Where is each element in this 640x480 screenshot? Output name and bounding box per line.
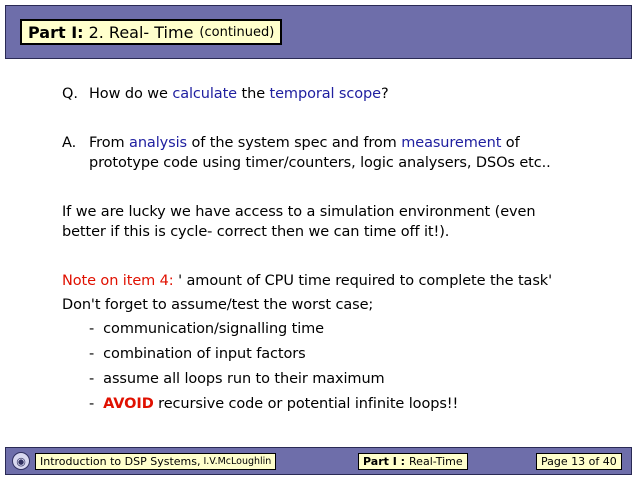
bullet-dash: -: [89, 321, 95, 337]
answer-marker: A.: [62, 135, 77, 151]
question-marker: Q.: [62, 86, 78, 102]
bullet-text: assume all loops run to their maximum: [103, 371, 385, 387]
a-text-2: of the system spec and from: [191, 135, 397, 151]
page-number: Page 13 of 40: [536, 453, 622, 470]
bullet-item: [89, 321, 324, 337]
answer-line-2: prototype code using timer/counters, logic analysers, DSOs etc..: [89, 155, 551, 171]
a-keyword-measurement: measurement: [401, 135, 502, 151]
title-subtitle: (continued): [199, 24, 275, 40]
note-line-2: Don't forget to assume/test the worst case;: [62, 297, 374, 313]
title-text: 2. Real- Time: [88, 22, 194, 42]
note-quote: ' amount of CPU time required to complete the task': [178, 273, 552, 289]
answer-line-1: [89, 135, 520, 151]
note-line-1: [62, 273, 552, 289]
bullet-emphasis-avoid: AVOID: [103, 396, 154, 412]
a-keyword-analysis: analysis: [129, 135, 187, 151]
q-text-1: How do we: [89, 86, 168, 102]
sim-line-1: If we are lucky we have access to a simulation environment (even: [62, 204, 536, 220]
title-part: Part I:: [28, 22, 84, 42]
bullet-dash: -: [89, 346, 95, 362]
question-text: [89, 86, 389, 102]
bullet-item: [89, 371, 385, 387]
bullet-text: combination of input factors: [103, 346, 306, 362]
footer-bar: [5, 447, 632, 475]
bullet-text: recursive code or potential infinite loops!!: [158, 396, 459, 412]
sim-line-2: better if this is cycle- correct then we can time off it!).: [62, 224, 450, 240]
a-text-1: From: [89, 135, 125, 151]
bullet-text: communication/signalling time: [103, 321, 325, 337]
footer-section-name: Real-Time: [409, 455, 463, 468]
footer-section: [358, 453, 468, 470]
a-text-3: of: [505, 135, 520, 151]
q-keyword-temporal-scope: temporal scope: [269, 86, 381, 102]
university-logo-icon: ◉: [12, 452, 30, 470]
bullet-dash: -: [89, 371, 95, 387]
bullet-dash: -: [89, 396, 95, 412]
footer-author: I.V.McLoughlin: [203, 456, 272, 467]
q-text-3: ?: [380, 86, 389, 102]
footer-course-title: Introduction to DSP Systems,: [40, 455, 201, 468]
footer-section-part: Part I :: [363, 455, 406, 468]
bullet-item: [89, 396, 458, 412]
note-label: Note on item 4:: [62, 273, 174, 289]
bullet-item: [89, 346, 306, 362]
footer-course: [35, 453, 276, 470]
q-text-2: the: [241, 86, 266, 102]
q-keyword-calculate: calculate: [172, 86, 237, 102]
